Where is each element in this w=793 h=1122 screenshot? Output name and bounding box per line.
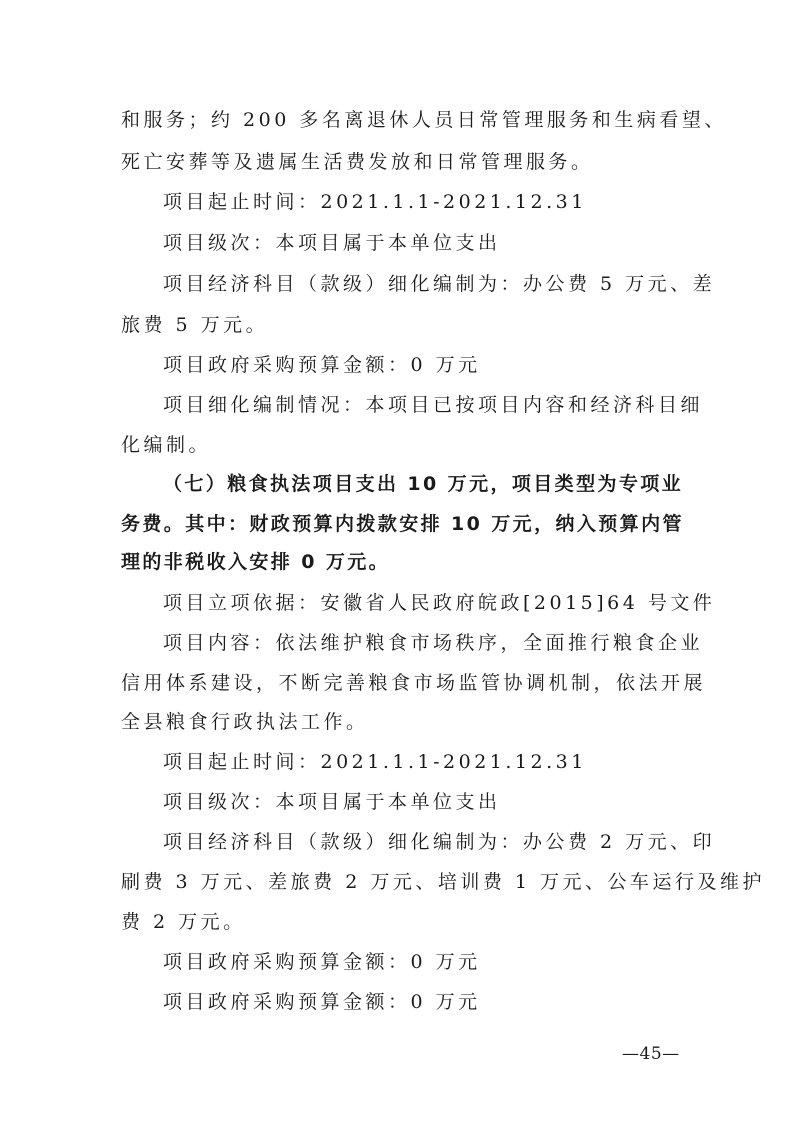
paragraph-line: 项目经济科目（款级）细化编制为：办公费 5 万元、差 [163, 273, 716, 295]
paragraph-line: 项目起止时间：2021.1.1-2021.12.31 [163, 191, 587, 213]
paragraph-line: 项目级次：本项目属于本单位支出 [163, 232, 501, 254]
paragraph-line: 刷费 3 万元、差旅费 2 万元、培训费 1 万元、公车运行及维护 [121, 871, 766, 893]
paragraph-line: 死亡安葬等及遗属生活费发放和日常管理服务。 [121, 151, 594, 173]
section-heading-line: 务费。其中：财政预算内拨款安排 10 万元，纳入预算内管 [121, 513, 684, 535]
section-heading-line: （七）粮食执法项目支出 10 万元，项目类型为专项业 [163, 473, 684, 495]
page-number: —45— [622, 1044, 680, 1064]
paragraph-line: 项目政府采购预算金额：0 万元 [163, 991, 481, 1013]
paragraph-line: 项目经济科目（款级）细化编制为：办公费 2 万元、印 [163, 831, 716, 853]
paragraph-line: 项目政府采购预算金额：0 万元 [163, 354, 481, 376]
paragraph-line: 全县粮食行政执法工作。 [121, 711, 369, 733]
paragraph-line: 和服务；约 200 多名离退休人员日常管理服务和生病看望、 [121, 109, 727, 131]
paragraph-line: 项目细化编制情况：本项目已按项目内容和经济科目细 [163, 394, 704, 416]
section-heading-line: 理的非税收入安排 0 万元。 [121, 551, 391, 573]
paragraph-line: 项目内容：依法维护粮食市场秩序，全面推行粮食企业 [163, 632, 704, 654]
paragraph-line: 信用体系建设，不断完善粮食市场监管协调机制，依法开展 [121, 672, 707, 694]
paragraph-line: 费 2 万元。 [121, 911, 246, 933]
paragraph-line: 项目政府采购预算金额：0 万元 [163, 951, 481, 973]
paragraph-line: 旅费 5 万元。 [121, 314, 269, 336]
paragraph-line: 项目起止时间：2021.1.1-2021.12.31 [163, 751, 587, 773]
paragraph-line: 项目立项依据：安徽省人民政府皖政[2015]64 号文件 [163, 592, 716, 614]
paragraph-line: 化编制。 [121, 434, 212, 456]
paragraph-line: 项目级次：本项目属于本单位支出 [163, 791, 501, 813]
